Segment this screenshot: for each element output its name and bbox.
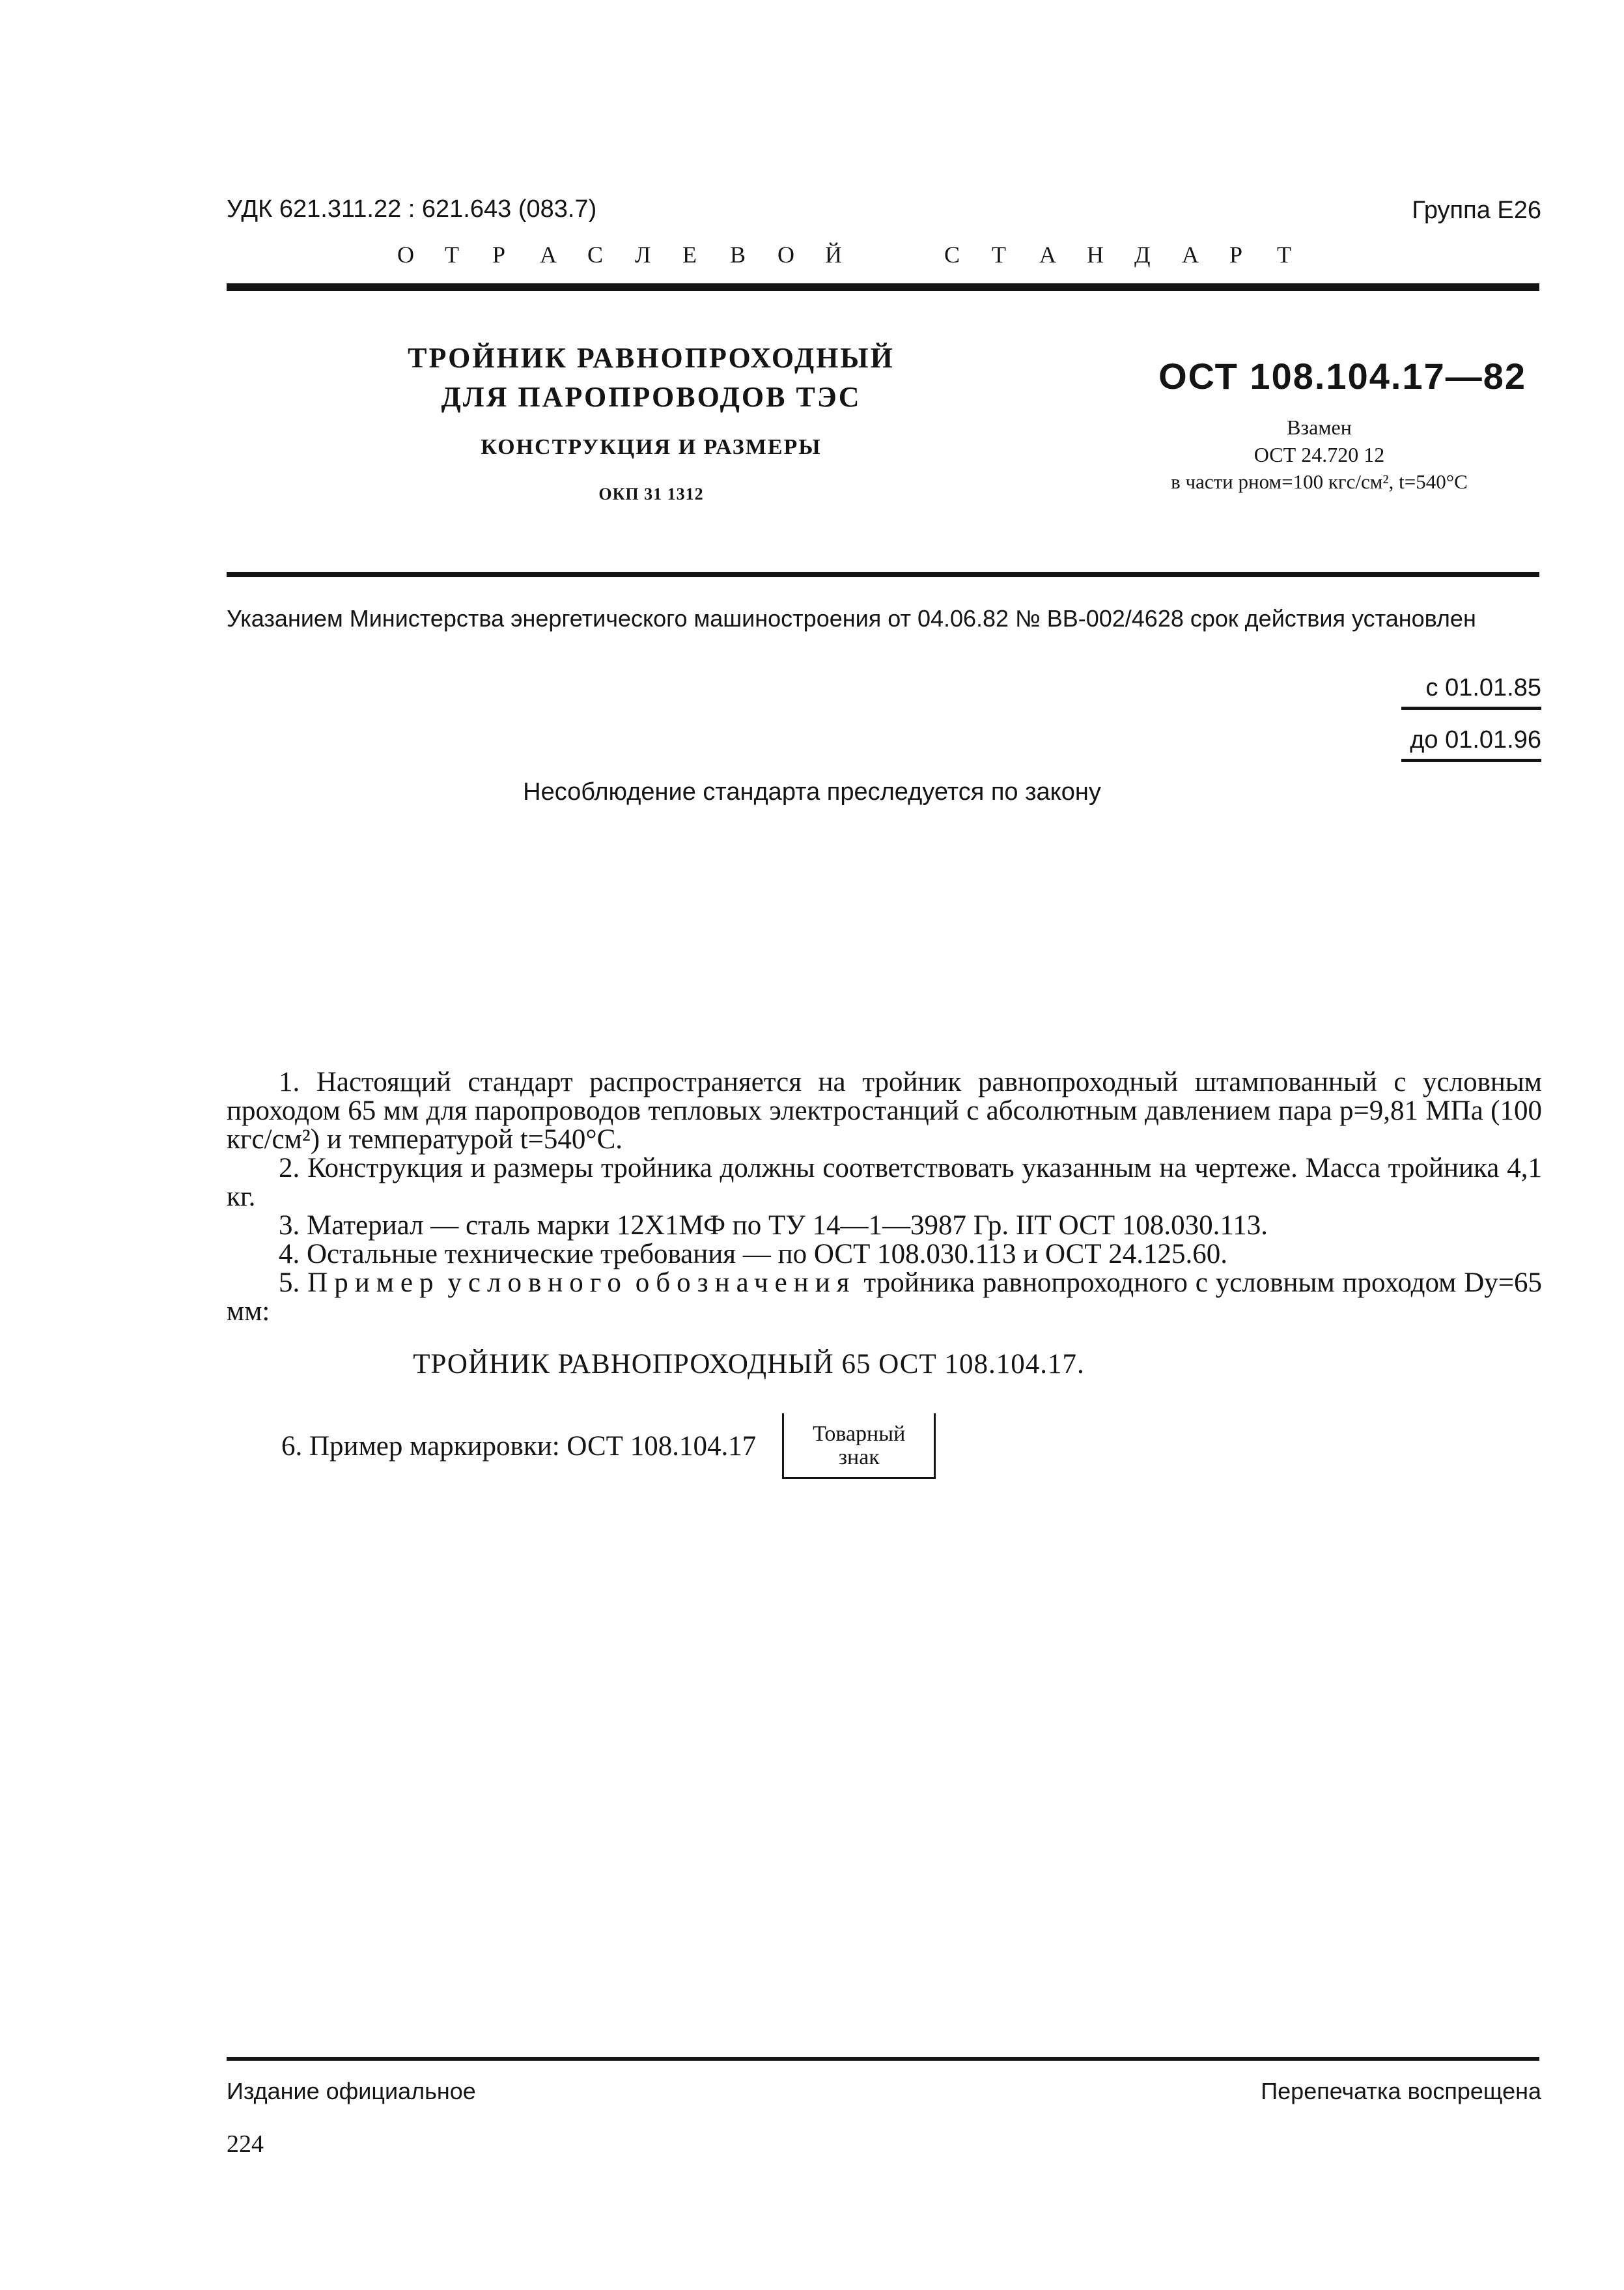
edition-note: Издание официальное xyxy=(227,2078,476,2104)
document-title-block xyxy=(365,339,938,504)
title-bottom-rule xyxy=(227,572,1539,577)
document-title: ТРОЙНИК РАВНОПРОХОДНЫЙ xyxy=(408,342,895,374)
banner-letter: А xyxy=(1182,242,1199,268)
trademark-box xyxy=(782,1413,936,1479)
marking-example xyxy=(281,1413,936,1479)
banner-letter: О xyxy=(777,242,794,268)
document-title-line2: ДЛЯ ПАРОПРОВОДОВ ТЭС xyxy=(441,381,861,413)
banner-letter: С xyxy=(587,242,604,268)
date-from-underline xyxy=(1401,707,1541,710)
trademark-label-line2: знак xyxy=(838,1445,880,1469)
banner-letter: Р xyxy=(492,242,506,268)
paragraph-1: 1. Настоящий стандарт распространяется на тройник равнопроходный штампованный с условным проходом 65 мм для паропроводов тепловых электростанций с абсолютным давлением пара p=9,81 МПа (100 кгс/см²) и температурой t=540°С. xyxy=(227,1067,1542,1155)
okp-code: ОКП 31 1312 xyxy=(598,485,704,503)
effective-to-date: до 01.01.96 xyxy=(1410,726,1541,754)
udk-code: УДК 621.311.22 : 621.643 (083.7) xyxy=(227,195,597,223)
legal-notice: Несоблюдение стандарта преследуется по закону xyxy=(523,778,1101,806)
footer-rule xyxy=(227,2057,1539,2061)
replace-label: Взамен xyxy=(1287,416,1352,439)
effective-from-date: с 01.01.85 xyxy=(1425,674,1541,701)
paragraph-4: 4. Остальные технические требования — по ОСТ 108.030.113 и ОСТ 24.125.60. xyxy=(279,1239,1228,1269)
standard-type-banner xyxy=(397,241,1324,268)
replace-part: в части pном=100 кгс/см², t=540°C xyxy=(1171,470,1468,493)
trademark-label: Товарный xyxy=(813,1422,906,1446)
banner-letter: О xyxy=(397,242,414,268)
banner-letter: Т xyxy=(1277,242,1291,268)
header-top-rule xyxy=(227,283,1539,291)
paragraph-5-number: 5. xyxy=(279,1267,300,1298)
banner-letter: Т xyxy=(445,242,459,268)
banner-letter: А xyxy=(540,242,557,268)
banner-letter: Е xyxy=(682,242,697,268)
designation-example: ТРОЙНИК РАВНОПРОХОДНЫЙ 65 ОСТ 108.104.17. xyxy=(413,1349,1085,1379)
banner-letter: Д xyxy=(1134,242,1151,268)
standard-number: ОСТ 108.104.17—82 xyxy=(1158,356,1526,397)
replacement-info xyxy=(1098,414,1541,496)
page-number: 224 xyxy=(227,2130,264,2158)
reprint-note: Перепечатка воспрещена xyxy=(1261,2078,1541,2104)
paragraph-5-text: тройника равнопроходного с условным проходом Dу=65 мм: xyxy=(227,1267,1543,1327)
paragraph-6: 6. Пример маркировки: ОСТ 108.104.17 xyxy=(281,1431,757,1462)
banner-letter: Й xyxy=(825,242,842,268)
paragraph-2: 2. Конструкция и размеры тройника должны соответствовать указанным на чертеже. Масса тройника 4,1 кг. xyxy=(227,1153,1542,1212)
group-code: Группа Е26 xyxy=(1412,197,1541,224)
paragraph-5-spaced-word: условного xyxy=(447,1267,628,1298)
paragraph-5 xyxy=(227,1269,1542,1326)
banner-word-industry xyxy=(397,241,873,268)
paragraph-5-spaced-word: обозначения xyxy=(635,1267,856,1298)
replace-document: ОСТ 24.720 12 xyxy=(1253,443,1385,466)
banner-letter: Н xyxy=(1087,242,1104,268)
banner-letter: Т xyxy=(992,242,1006,268)
decree-text: Указанием Министерства энергетического машиностроения от 04.06.82 № ВВ-002/4628 срок действия установлен xyxy=(227,605,1476,632)
banner-letter: Л xyxy=(635,242,651,268)
banner-letter: В xyxy=(730,242,746,268)
banner-word-standard xyxy=(944,241,1324,268)
paragraph-3: 3. Материал — сталь марки 12Х1МФ по ТУ 14—1—3987 Гр. IIТ ОСТ 108.030.113. xyxy=(279,1210,1268,1241)
date-to-underline xyxy=(1401,759,1541,762)
banner-letter: Р xyxy=(1229,242,1243,268)
banner-letter: С xyxy=(944,242,960,268)
banner-letter: А xyxy=(1039,242,1056,268)
document-body xyxy=(227,1068,1542,1326)
paragraph-5-spaced-word: Пример xyxy=(307,1267,440,1298)
document-subtitle: КОНСТРУКЦИЯ И РАЗМЕРЫ xyxy=(481,435,822,459)
